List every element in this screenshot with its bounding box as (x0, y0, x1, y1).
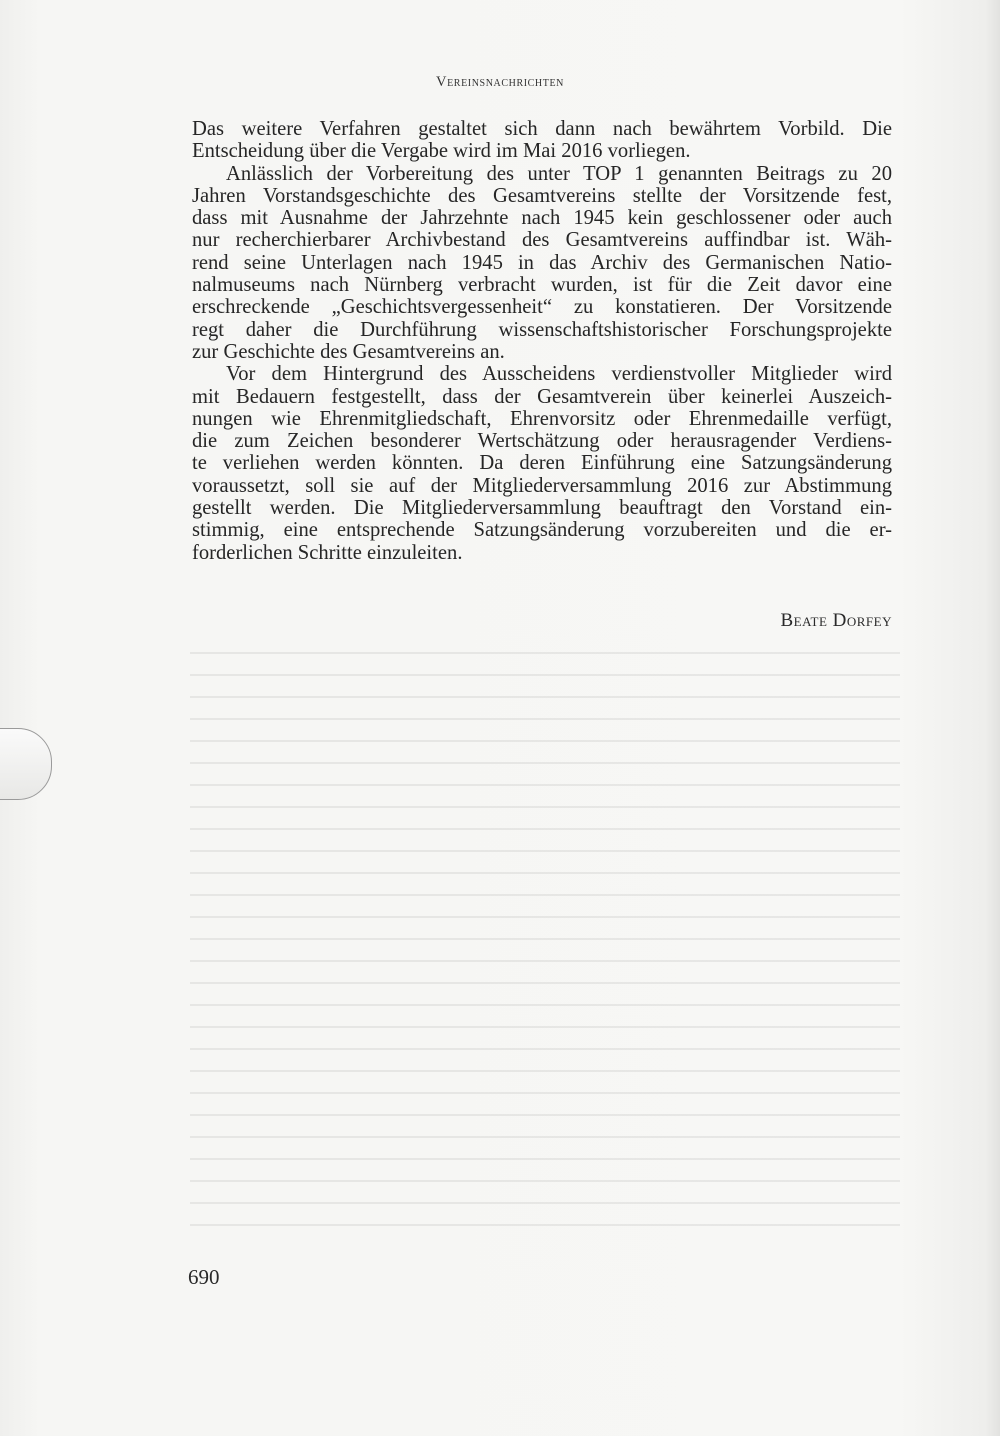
text-line: voraussetzt, soll sie auf der Mitgliederversammlung 2016 zur Abstimmung (192, 474, 892, 497)
text-line: zur Geschichte des Gesamtvereins an. (192, 340, 505, 363)
text-line: die zum Zeichen besonderer Wertschätzung oder herausragender Verdiens- (192, 430, 892, 453)
text-line: forderlichen Schritte einzuleiten. (192, 541, 463, 564)
text-line: mit Bedauern festgestellt, dass der Gesamtverein über keinerlei Auszeich- (192, 385, 892, 408)
text-line: gestellt werden. Die Mitgliederversammlung beauftragt den Vorstand ein- (192, 497, 892, 520)
text-line: Das weitere Verfahren gestaltet sich dann nach bewährtem Vorbild. Die (192, 118, 892, 140)
text-line: regt daher die Durchführung wissenschaftshistorischer Forschungsprojekte (192, 318, 892, 341)
text-line: te verliehen werden könnten. Da deren Einführung eine Satzungsänderung (192, 452, 892, 475)
text-line: dass mit Ausnahme der Jahrzehnte nach 1945 kein geschlossener oder auch (192, 207, 892, 230)
author-signature: Beate Dorfey (780, 610, 892, 631)
page-number: 690 (188, 1265, 220, 1289)
text-line: rend seine Unterlagen nach 1945 in das Archiv des Germanischen Natio- (192, 251, 892, 274)
text-line: Entscheidung über die Vergabe wird im Mai 2016 vorliegen. (192, 140, 691, 163)
text-line: nalmuseums nach Nürnberg verbracht wurden, ist für die Zeit davor eine (192, 274, 892, 297)
text-line: nungen wie Ehrenmitgliedschaft, Ehrenvorsitz oder Ehrenmedaille verfügt, (192, 407, 892, 430)
body-text (192, 118, 892, 564)
page-tab-marker (0, 728, 52, 800)
text-line: nur recherchierbarer Archivbestand des Gesamtvereins auffindbar ist. Wäh- (192, 229, 892, 252)
text-line: stimmig, eine entsprechende Satzungsänderung vorzubereiten und die er- (192, 519, 892, 542)
bleed-through-texture (190, 640, 900, 1230)
text-line: Anlässlich der Vorbereitung des unter TOP 1 genannten Beitrags zu 20 (226, 162, 892, 185)
text-line: erschreckende „Geschichtsvergessenheit“ zu konstatieren. Der Vorsitzende (192, 296, 892, 319)
running-head: Vereinsnachrichten (436, 74, 564, 90)
text-line: Jahren Vorstandsgeschichte des Gesamtvereins stellte der Vorsitzende fest, (192, 184, 892, 207)
text-line: Vor dem Hintergrund des Ausscheidens verdienstvoller Mitglieder wird (226, 363, 892, 386)
